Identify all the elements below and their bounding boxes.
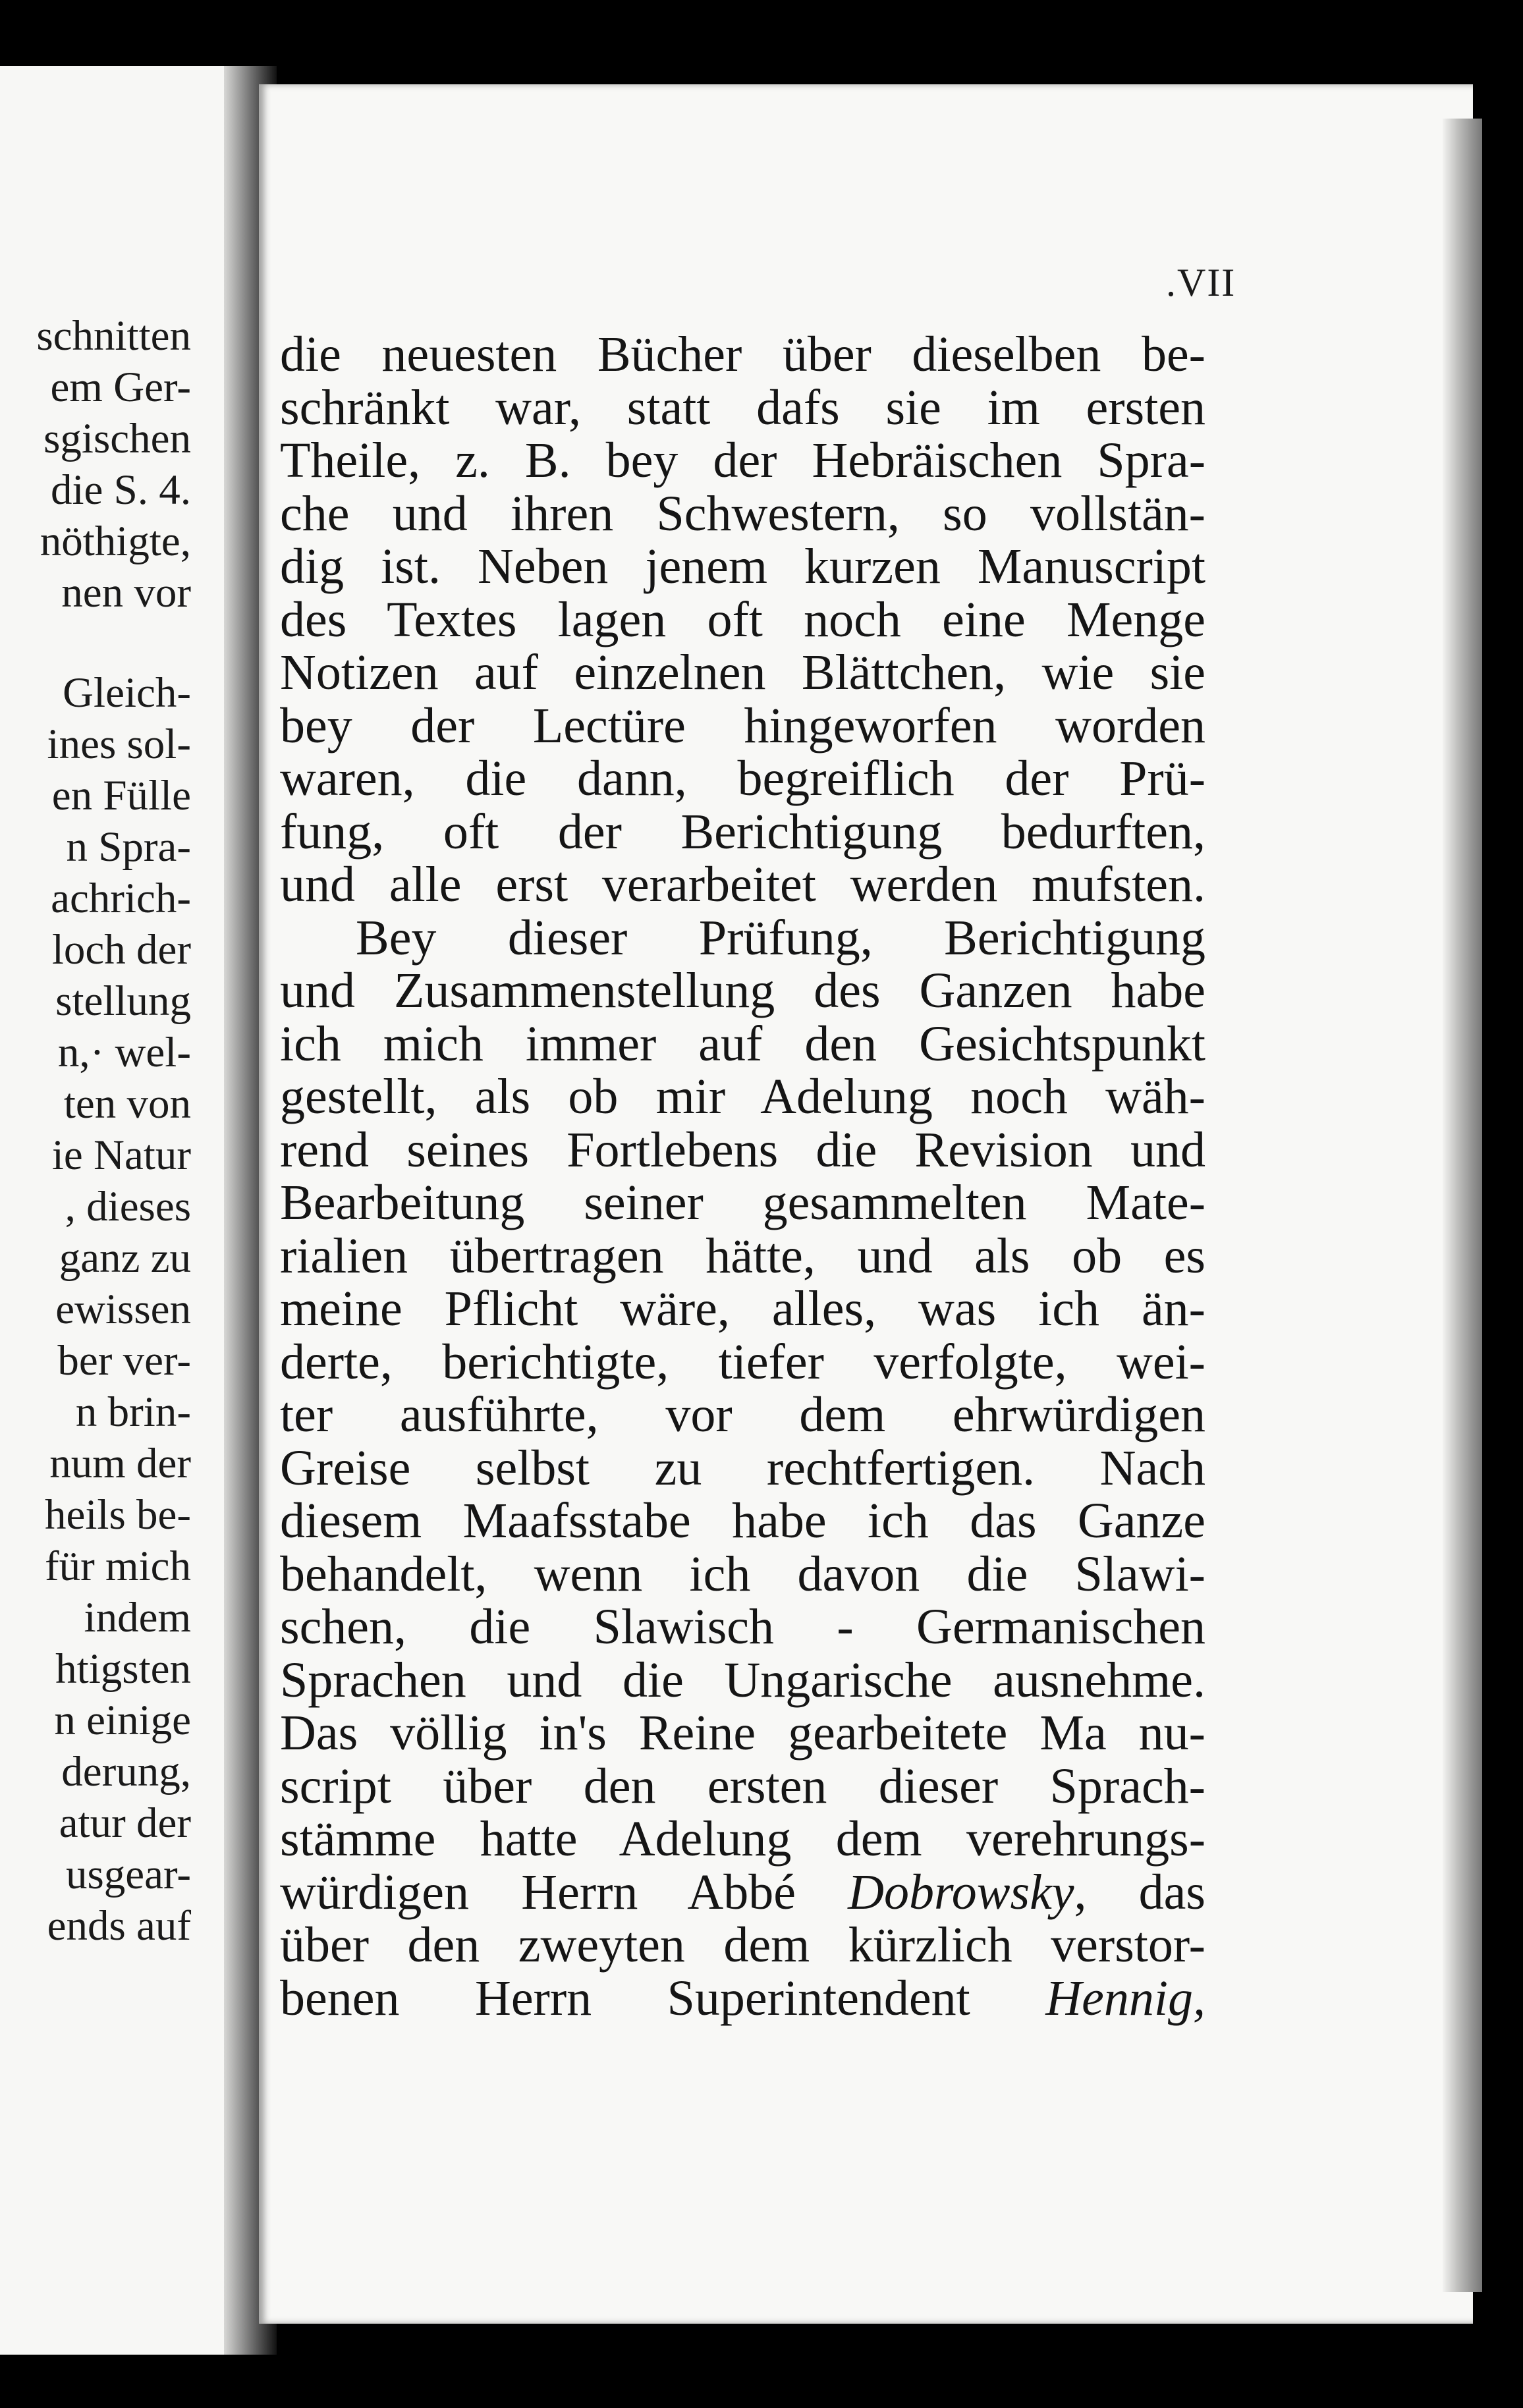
body-line: behandelt, wenn ich davon die Slawi- [280, 1546, 1205, 1602]
left-page-line: n,· wel- [57, 1029, 191, 1076]
italic-name: Dobrowsky [848, 1865, 1074, 1920]
body-line: rend seines Fortlebens die Revision und [280, 1122, 1205, 1178]
italic-name: Hennig, [1045, 1971, 1205, 2026]
left-page-line: htigsten [55, 1645, 191, 1693]
body-line: Bey dieser Prüfung, Berichtigung [356, 910, 1205, 966]
body-line: ter ausführte, vor dem ehrwürdigen [280, 1387, 1205, 1442]
body-line: und alle erst verarbeitet werden mufsten. [280, 857, 1205, 912]
body-line: diesem Maafsstabe habe ich das Ganze [280, 1493, 1205, 1548]
body-line-text: würdigen Herrn Abbé [280, 1865, 848, 1920]
body-line: fung, oft der Berichtigung bedurften, [280, 804, 1205, 860]
left-page-line: ber ver- [57, 1337, 191, 1384]
left-page-line: indem [84, 1594, 191, 1641]
left-page-line: ends auf [47, 1902, 191, 1950]
body-line: und Zusammenstellung des Ganzen habe [280, 963, 1205, 1018]
page-edge [1443, 119, 1482, 2292]
left-page-line: sgischen [43, 415, 191, 462]
body-line: über den zweyten dem kürzlich verstor- [280, 1917, 1205, 1973]
body-line: schränkt war, statt dafs sie im ersten [280, 380, 1205, 435]
left-page-line: n brin- [75, 1388, 191, 1436]
left-page-line: en Fülle [51, 772, 191, 819]
left-page-line: em Ger- [50, 364, 191, 411]
left-page-line: usgear- [66, 1851, 191, 1898]
left-page-line: ewissen [55, 1286, 191, 1333]
body-line: bey der Lectüre hingeworfen worden [280, 698, 1205, 753]
body-line [280, 1971, 1205, 2026]
body-line: Theile, z. B. bey der Hebräischen Spra- [280, 433, 1205, 488]
body-line: Das völlig in's Reine gearbeitete Ma nu- [280, 1705, 1205, 1761]
left-page-line: ines sol- [47, 721, 191, 768]
left-page-line: ie Natur [51, 1132, 191, 1179]
left-page-line: nen vor [61, 569, 191, 616]
left-page-line: loch der [51, 926, 191, 973]
body-line: derte, berichtigte, tiefer verfolgte, wei- [280, 1334, 1205, 1390]
body-line: Notizen auf einzelnen Blättchen, wie sie [280, 645, 1205, 700]
left-page-line: nöthigte, [40, 518, 191, 565]
body-line: des Textes lagen oft noch eine Menge [280, 592, 1205, 647]
body-line: rialien übertragen hätte, und als ob es [280, 1228, 1205, 1284]
body-line: schen, die Slawisch - Germanischen [280, 1599, 1205, 1655]
body-line [280, 1865, 1205, 1920]
left-page-line: ganz zu [59, 1234, 191, 1282]
left-page-line: die S. 4. [50, 466, 191, 514]
body-line: die neuesten Bücher über dieselben be- [280, 327, 1205, 382]
left-page-line: num der [49, 1440, 191, 1487]
left-page-line: ten von [63, 1080, 191, 1128]
body-line: Sprachen und die Ungarische ausnehme. [280, 1653, 1205, 1708]
left-page-line: atur der [59, 1799, 191, 1847]
body-line: ich mich immer auf den Gesichtspunkt [280, 1016, 1205, 1072]
body-line: che und ihren Schwestern, so vollstän- [280, 486, 1205, 541]
left-page-line: derung, [61, 1748, 191, 1795]
left-page-line: n einige [54, 1697, 191, 1744]
body-line-text: benen Herrn Superintendent [280, 1971, 1046, 2026]
left-page-line: achrich- [51, 875, 191, 922]
body-line: meine Pflicht wäre, alles, was ich än- [280, 1281, 1205, 1336]
left-page-line: für mich [44, 1543, 191, 1590]
left-page-line: , dieses [65, 1183, 191, 1230]
body-line: Greise selbst zu rechtfertigen. Nach [280, 1440, 1205, 1496]
left-page-line: heils be- [44, 1491, 191, 1539]
left-page-line: stellung [55, 977, 191, 1025]
page-number: .VII [1166, 261, 1236, 304]
body-line: dig ist. Neben jenem kurzen Manuscript [280, 539, 1205, 594]
left-page-line: Gleich- [63, 669, 191, 717]
left-page-line: n Spra- [66, 823, 191, 871]
body-line: waren, die dann, begreiflich der Prü- [280, 751, 1205, 806]
body-line: Bearbeitung seiner gesammelten Mate- [280, 1175, 1205, 1230]
body-line-text: , das [1074, 1865, 1205, 1920]
body-line: stämme hatte Adelung dem verehrungs- [280, 1811, 1205, 1867]
body-line: gestellt, als ob mir Adelung noch wäh- [280, 1069, 1205, 1124]
left-page-line: schnitten [36, 312, 191, 360]
body-line: script über den ersten dieser Sprach- [280, 1759, 1205, 1814]
